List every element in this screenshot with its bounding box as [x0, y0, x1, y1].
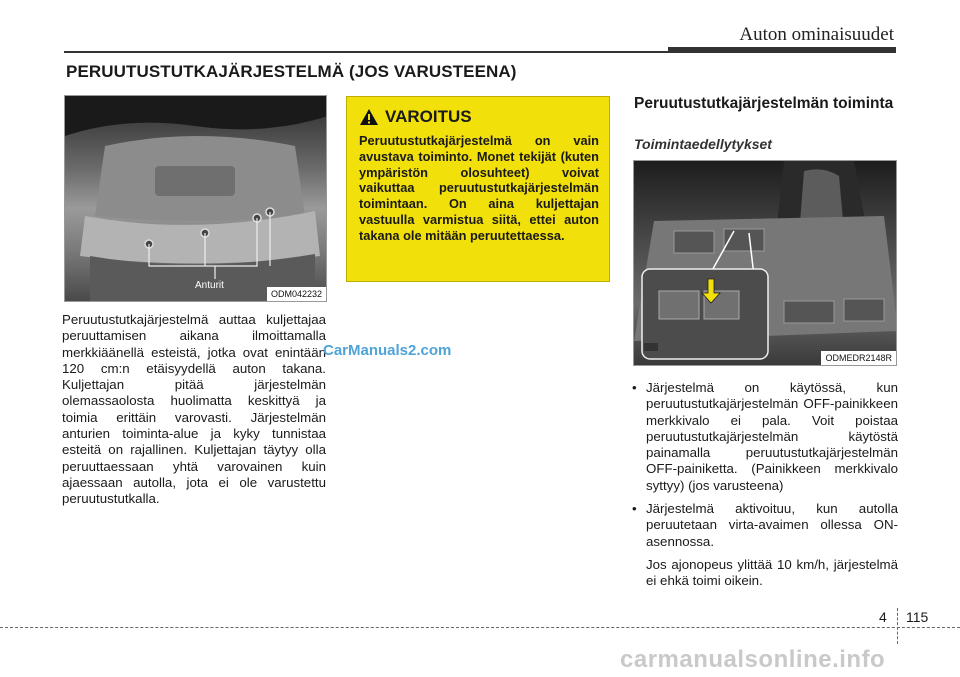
page-number: 115	[906, 609, 929, 625]
footer-divider	[897, 608, 898, 644]
warning-title: VAROITUS	[385, 107, 472, 126]
warning-box	[346, 96, 610, 282]
warning-heading	[359, 107, 599, 127]
footer-rule	[0, 627, 960, 628]
console-illustration	[634, 161, 897, 366]
intro-paragraph: Peruutustutkajärjestelmä auttaa kuljettajaa peruuttamisen aikana ilmoittamalla merkkiäänellä esteistä, jotka ovat enintään 120 cm:n etäisyydellä auton takana. Kuljettajan pitää järjestelmän olemassaolosta huolimatta keskittyä ja toimia erittäin varovasti. Järjestelmän anturien toiminta-alue ja kyky tunnistaa esteitä on rajallinen. Kuljettajan täytyy olla peruuttaessaan yhtä varovainen kuin ajaessaan autolla, jota ei ole varustettu peruutustutkalla.	[62, 312, 326, 507]
warning-text: Peruutustutkajärjestelmä on vain avustava toiminto. Monet tekijät (kuten ympäristön olosuhteet) voivat vaikuttaa peruutustutkajärjestelmän toimintaan. On aina kuljettajan vastuulla varmistua siitä, ettei auton takana ole mitään peruutettaessa.	[359, 133, 599, 243]
conditions-list	[630, 380, 898, 590]
list-item: • Järjestelmä aktivoituu, kun autolla peruutetaan virta-avaimen ollessa ON-asennossa.	[630, 501, 898, 550]
figure1-code: ODM042232	[267, 287, 326, 301]
rear-bumper-photo	[64, 95, 327, 302]
console-button-photo	[633, 160, 897, 366]
header-rule	[64, 51, 668, 53]
sensors-label: Anturit	[195, 280, 224, 291]
operation-heading: Peruutustutkajärjestelmän toiminta	[634, 95, 894, 112]
watermark-carmanuals2: CarManuals2.com	[323, 342, 452, 359]
rear-bumper-illustration	[65, 96, 327, 302]
list-item: • Järjestelmä on käytössä, kun peruutustutkajärjestelmän OFF-painikkeen merkkivalo ei pala. Voit poistaa peruutustutkajärjestelmän käytöstä painamalla peruutustutkajärjestelmän OFF-painiketta. (Painikkeen merkkivalo syttyy) (jos varusteena)	[630, 380, 898, 494]
warning-triangle-icon	[359, 108, 379, 126]
chapter-number: 4	[879, 609, 887, 625]
figure2-code: ODMEDR2148R	[821, 351, 896, 365]
header-rule-accent	[668, 47, 896, 53]
operating-conditions-heading: Toimintaedellytykset	[634, 136, 772, 152]
section-title: PERUUTUSTUTKAJÄRJESTELMÄ (JOS VARUSTEENA)	[66, 62, 517, 81]
running-header: Auton ominaisuudet	[739, 24, 894, 45]
watermark-carmanualsonline: carmanualsonline.info	[620, 646, 886, 673]
list-item-continuation: Jos ajonopeus ylittää 10 km/h, järjestelmä ei ehkä toimi oikein.	[646, 556, 898, 589]
